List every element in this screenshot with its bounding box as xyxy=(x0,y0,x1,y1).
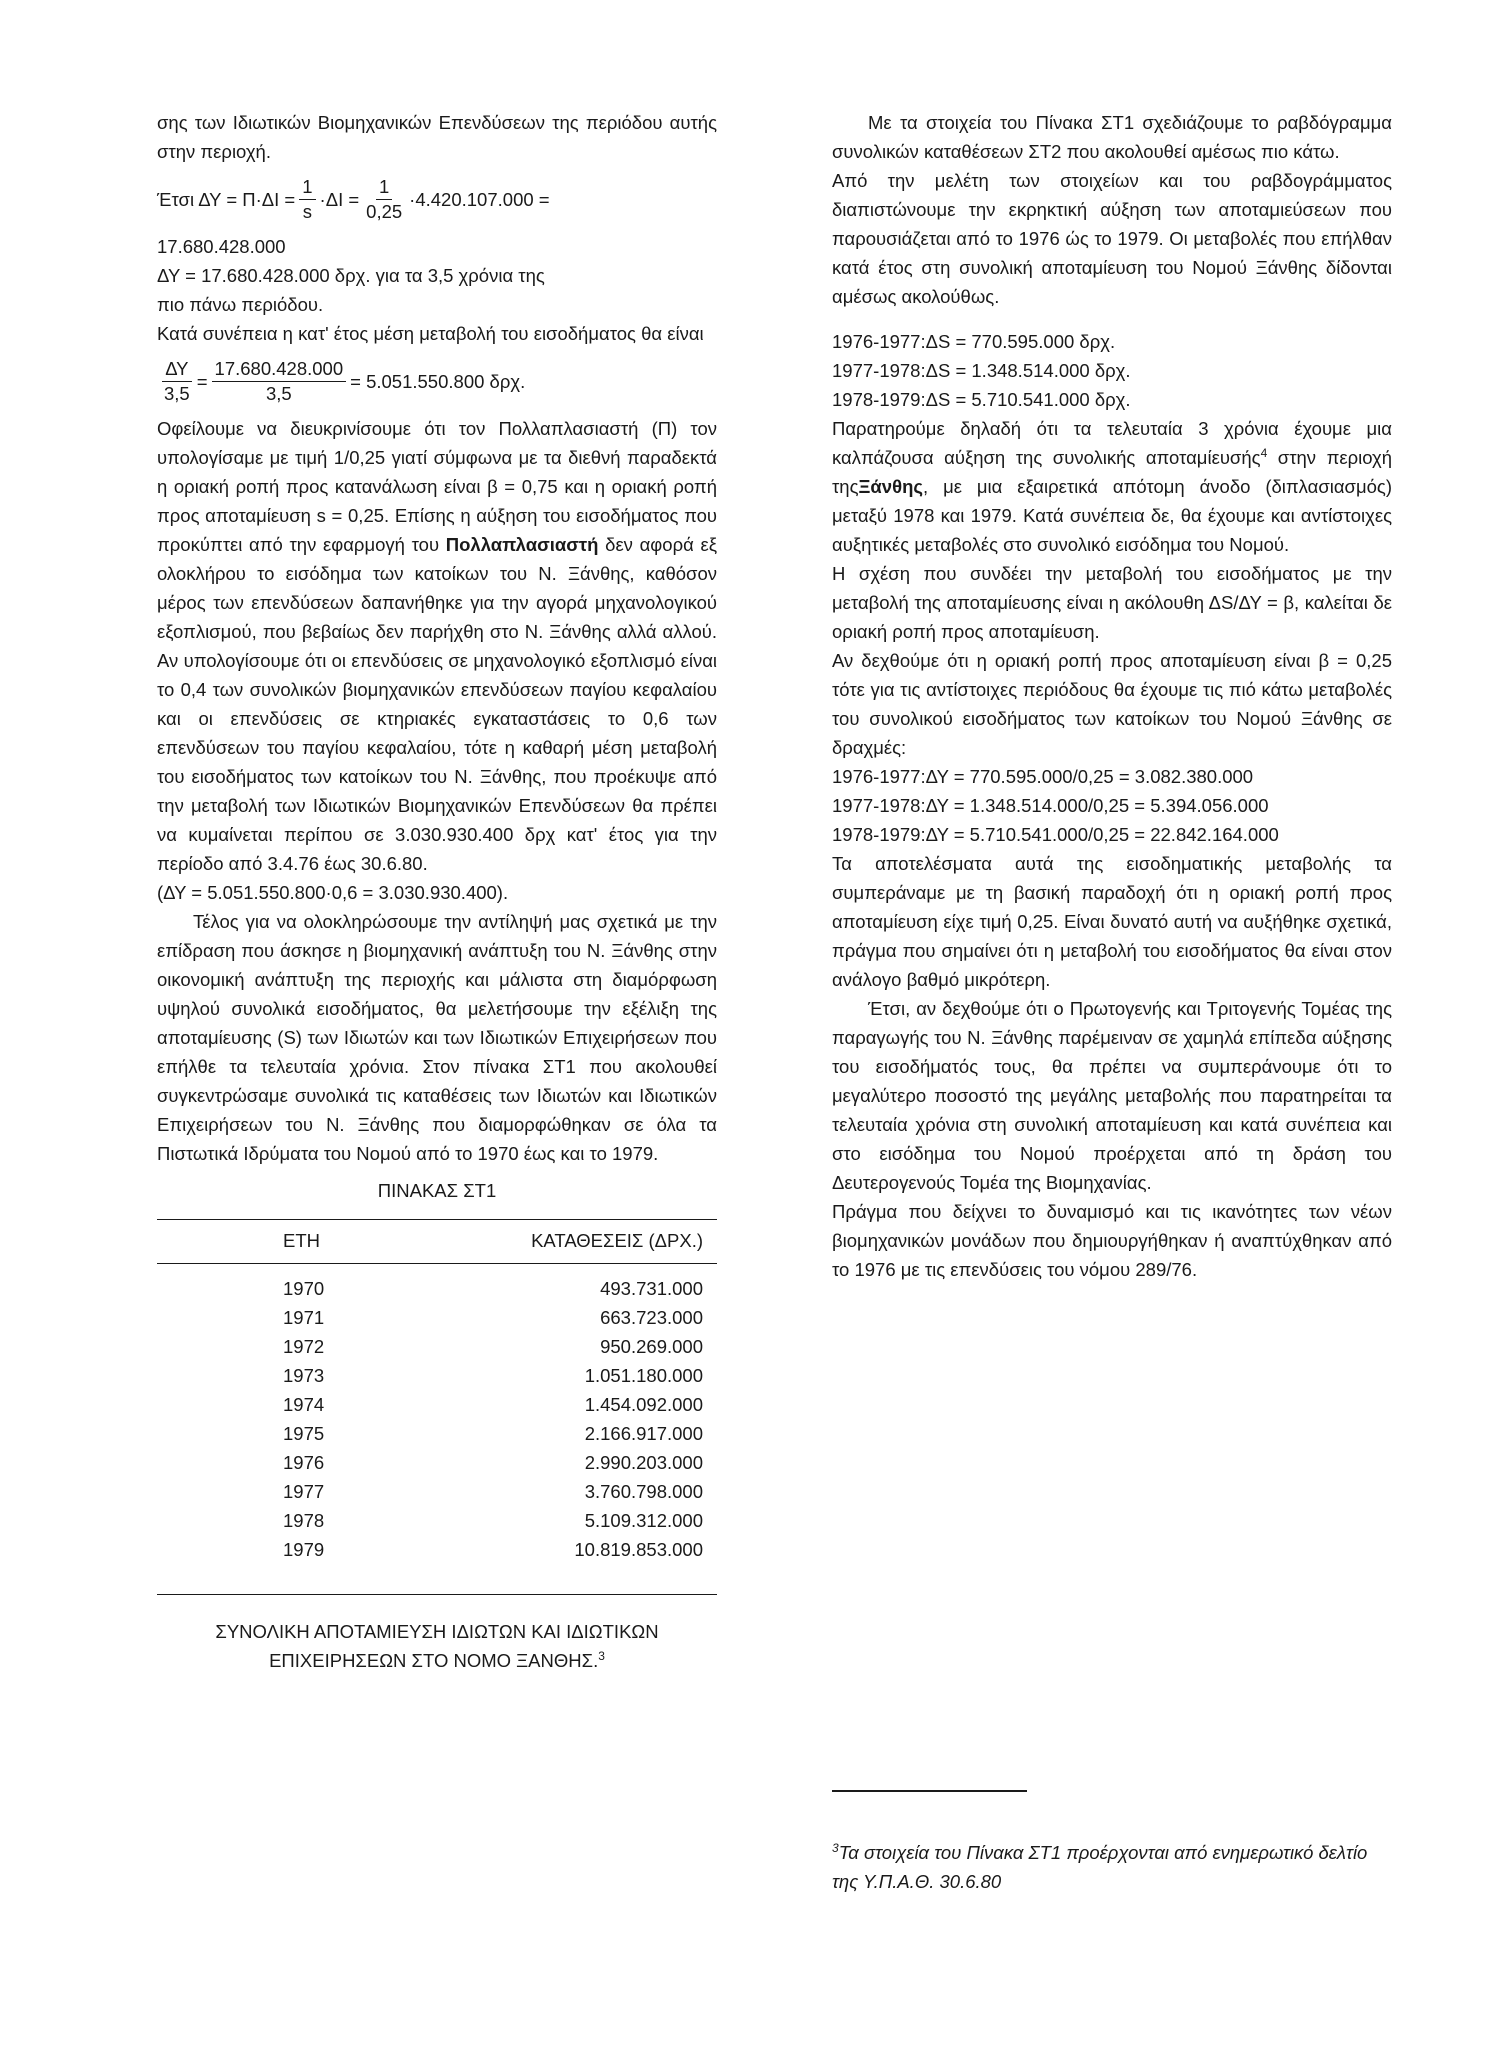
delta-y-1978-1979: 1978-1979:ΔΥ = 5.710.541.000/0,25 = 22.842.164.000 xyxy=(832,824,1279,845)
paragraph-multiplier-explanation xyxy=(157,414,717,878)
delta-y-1977-1978: 1977-1978:ΔΥ = 1.348.514.000/0,25 = 5.394.056.000 xyxy=(832,795,1269,816)
eq2-fraction-2 xyxy=(212,357,347,406)
eq1-frac1-den: s xyxy=(302,200,313,222)
paragraph-calc: (ΔΥ = 5.051.550.800·0,6 = 3.030.930.400). xyxy=(157,882,509,903)
table-row: 1973 1.051.180.000 xyxy=(283,1365,703,1386)
eq2-frac1-den: 3,5 xyxy=(164,382,190,404)
table-header-year: ΕΤΗ xyxy=(157,1220,409,1264)
eq2-result: = 5.051.550.800 δρχ. xyxy=(350,370,526,392)
paragraph-dy-line2: πιο πάνω περιόδου. xyxy=(157,294,324,315)
caption-line-1: ΣΥΝΟΛΙΚΗ ΑΠΟΤΑΜΙΕΥΣΗ ΙΔΙΩΤΩΝ ΚΑΙ ΙΔΙΩΤΙΚΩΝ xyxy=(215,1621,659,1642)
delta-s-1976-1977: 1976-1977:ΔS = 770.595.000 δρχ. xyxy=(832,331,1116,352)
eq1-suffix: ·4.420.107.000 = xyxy=(409,188,550,210)
footnote-rule xyxy=(832,1790,1027,1792)
eq2-fraction-1 xyxy=(161,357,193,406)
table-row: 1976 2.990.203.000 xyxy=(283,1452,703,1473)
table-title: ΠΙΝΑΚΑΣ ΣΤ1 xyxy=(377,1180,497,1201)
eq2-frac2-den: 3,5 xyxy=(265,382,292,404)
left-column xyxy=(157,108,717,1675)
paragraph-savings-intro: Τέλος για να ολοκληρώσουμε την αντίληψή μας σχετικά με την επίδραση που άσκησε η βιομηχανική ανάπτυξη του Ν. Ξάνθης στην οικονομική ανάπτυξη της περιοχής και μάλιστα στη διαμόρφωση υψηλού συνολικά εισοδήματος, θα μελετήσουμε την εξέλιξη της αποταμίευσης (S) των Ιδιωτών και των Ιδιωτικών Επιχειρήσεων που επήλθε τα τελευταία χρόνια. Στον πίνακα ΣΤ1 που ακολουθεί συγκεντρώσαμε συνολικά τις καταθέσεις των Ιδιωτών και Ιδιωτικών Επιχειρήσεων του Ν. Ξάνθης που διαμορφώθηκαν σε όλα τα Πιστωτικά Ιδρύματα του Νομού από το 1970 έως και το 1979. xyxy=(157,911,717,1164)
table-row: 1972 950.269.000 xyxy=(283,1336,703,1357)
delta-y-1976-1977: 1976-1977:ΔΥ = 770.595.000/0,25 = 3.082.380.000 xyxy=(832,766,1254,787)
table-row: 1971 663.723.000 xyxy=(283,1307,703,1328)
paragraph-galloping-growth: Παρατηρούμε δηλαδή ότι τα τελευταία 3 χρόνια έχουμε μια καλπάζουσα αύξηση της συνολικής αποταμίευσής$^4$ στην περιοχή τηςΞάνθης, με μια εξαιρετικά απότομη άνοδο (διπλασιασμός) μεταξύ 1978 και 1979. Κατά συνέπεια δε, θα έχουμε και αντίστοιχες αυξητικές μεταβολές στο συνολικό εισόδημα του Νομού. xyxy=(832,418,1393,555)
table-row: 1977 3.760.798.000 xyxy=(283,1481,703,1502)
eq2-equals: = xyxy=(196,370,208,392)
eq1-frac1-num: 1 xyxy=(299,175,315,200)
eq1-prefix: Έτσι ΔΥ = Π·ΔΙ = xyxy=(157,188,296,210)
eq1-fraction-2 xyxy=(363,175,405,224)
footnote-mark-4: 4 xyxy=(1260,445,1268,460)
table-caption xyxy=(157,1617,717,1675)
footnote-text: Τα στοιχεία του Πίνακα ΣΤ1 προέρχονται από ενημερωτικό δελτίο της Υ.Π.Α.Θ. 30.6.80 xyxy=(832,1842,1368,1892)
p4-bold-term: Πολλαπλασιαστή xyxy=(445,534,599,555)
paragraph-dy-line1: ΔΥ = 17.680.428.000 δρχ. για τα 3,5 χρόνια της xyxy=(157,265,545,286)
eq1-frac2-num: 1 xyxy=(376,175,392,200)
delta-s-1977-1978: 1977-1978:ΔS = 1.348.514.000 δρχ. xyxy=(832,360,1131,381)
footnote-number: 3 xyxy=(832,1840,839,1855)
table-row: 1970 493.731.000 xyxy=(283,1278,703,1299)
caption-footnote-mark: 3 xyxy=(598,1648,605,1663)
table-row: 1979 10.819.853.000 xyxy=(283,1539,703,1560)
p4-text-b: δεν αφορά εξ ολοκλήρου το εισόδημα των κατοίκων του Ν. Ξάνθης, καθόσον μέρος των επενδύσεων δαπανήθηκε για την αγορά μηχανολογικού εξοπλισμού, που βεβαίως δεν παρήχθη στο Ν. Ξάνθης αλλά αλλού. Αν υπολογίσουμε ότι οι επενδύσεις σε μηχανολογικό εξοπλισμό είναι το 0,4 των συνολικών βιομηχανικών επενδύσεων παγίου κεφαλαίου και οι επενδύσεις σε κτηριακές εγκαταστάσεις το 0,6 των επενδύσεων του παγίου κεφαλαίου, τότε η καθαρή μέση μεταβολή του εισοδήματος των κατοίκων του Ν. Ξάνθης, που προέκυψε από την μεταβολή των Ιδιωτικών Βιομηχανικών Επενδύσεων θα πρέπει να κυμαίνεται περίπου σε 3.030.930.400 δρχ κατ' έτος για την περίοδο από 3.4.76 έως 30.6.80. xyxy=(157,534,718,874)
eq1-frac2-den: 0,25 xyxy=(366,200,403,222)
table-header-deposits: ΚΑΤΑΘΕΣΕΙΣ (ΔΡΧ.) xyxy=(409,1220,717,1264)
caption-line-2: ΕΠΙΧΕΙΡΗΣΕΩΝ ΣΤΟ ΝΟΜΟ ΞΑΝΘΗΣ.$^3$ xyxy=(269,1648,605,1671)
footnote xyxy=(832,1838,1392,1896)
paragraph-consequence: Κατά συνέπεια η κατ' έτος μέση μεταβολή του εισοδήματος θα είναι xyxy=(157,323,704,344)
p4-text-a: Οφείλουμε να διευκρινίσουμε ότι τον Πολλαπλασιαστή (Π) τον υπολογίσαμε με τιμή 1/0,25 γιατί σύμφωνα με τα διεθνή παραδεκτά η οριακή ροπή προς κατανάλωση είναι β = 0,75 και η οριακή ροπή προς αποταμίευση s = 0,25. Επίσης η αύξηση του εισοδήματος που προκύπτει από την εφαρμογή του xyxy=(157,418,717,555)
table-row: 1975 2.166.917.000 xyxy=(283,1423,703,1444)
table-separator xyxy=(157,1264,717,1275)
table-row: 1974 1.454.092.000 xyxy=(283,1394,703,1415)
eq1-mid: ·ΔΙ = xyxy=(319,188,360,210)
table-header-row xyxy=(157,1220,717,1264)
paragraph-savings-growth: Από την μελέτη των στοιχείων και του ραβδογράμματος διαπιστώνουμε την εκρηκτική αύξηση των αποταμιεύσεων που παρουσιάζεται από το 1976 ώς το 1979. Οι μεταβολές που επήλθαν κατά έτος στη συνολική αποταμίευση του Νομού Ξάνθης δίδονται αμέσως ακολούθως. xyxy=(832,170,1392,307)
eq1-result: 17.680.428.000 xyxy=(157,236,286,257)
eq1-fraction-1 xyxy=(299,175,315,224)
paragraph-sectors: Έτσι, αν δεχθούμε ότι ο Πρωτογενής και Τριτογενής Τομέας της παραγωγής του Ν. Ξάνθης παρέμειναν σε χαμηλά επίπεδα αύξησης του εισοδήματός τους, θα πρέπει να συμπεράνουμε ότι το μεγαλύτερο ποσοστό της μεγάλης μεταβολής που παρατηρείται τα τελευταία χρόνια στη συνολική αποταμίευση και κατά συνέπεια και στο εισόδημα του Νομού προέρχεται από τη δράση του Δευτερογενούς Τομέα της Βιομηχανίας. xyxy=(832,998,1392,1193)
paragraph-relation: Η σχέση που συνδέει την μεταβολή του εισοδήματος με την μεταβολή της αποταμίευσης είναι η ακόλουθη ΔS/ΔΥ = β, καλείται δε οριακή ροπή προς αποταμίευση. xyxy=(832,563,1392,642)
eq2-frac1-num: ΔΥ xyxy=(162,357,191,382)
paragraph-dynamism: Πράγμα που δείχνει το δυναμισμό και τις ικανότητες των νέων βιομηχανικών μονάδων που δημιουργήθηκαν ή αναπτύχθηκαν από το 1976 με τις επενδύσεις του νόμου 289/76. xyxy=(832,1201,1392,1280)
right-column xyxy=(832,108,1392,1284)
table-row: 1978 5.109.312.000 xyxy=(283,1510,703,1531)
bold-xanthi: Ξάνθης xyxy=(858,476,924,497)
paragraph-chart-ref: Με τα στοιχεία του Πίνακα ΣΤ1 σχεδιάζουμε το ραβδόγραμμα συνολικών καταθέσεων ΣΤ2 που ακολουθεί αμέσως πιο κάτω. xyxy=(832,112,1392,162)
table-bottom-rule xyxy=(157,1564,717,1595)
equation-annual-change xyxy=(157,348,717,414)
deposits-table xyxy=(157,1219,717,1595)
paragraph-intro: σης των Ιδιωτικών Βιομηχανικών Επενδύσεων της περιόδου αυτής στην περιοχή. xyxy=(157,112,717,162)
eq2-frac2-num: 17.680.428.000 xyxy=(212,357,347,382)
paragraph-results: Τα αποτελέσματα αυτά της εισοδηματικής μεταβολής τα συμπεράναμε με τη βασική παραδοχή ότι η οριακή ροπή προς αποταμίευση είχε τιμή 0,25. Είναι δυνατό αυτή να αυξήθηκε σχετικά, πράγμα που σημαίνει ότι η μεταβολή του εισοδήματος θα είναι στον ανάλογο βαθμό μικρότερη. xyxy=(832,853,1392,990)
delta-s-1978-1979: 1978-1979:ΔS = 5.710.541.000 δρχ. xyxy=(832,389,1131,410)
equation-multiplier xyxy=(157,166,717,232)
paragraph-assumption: Αν δεχθούμε ότι η οριακή ροπή προς αποταμίευση είναι β = 0,25 τότε για τις αντίστοιχες περιόδους θα έχουμε τις πιό κάτω μεταβολές του συνολικού εισοδήματος των κατοίκων του Νομού Ξάνθης σε δραχμές: xyxy=(832,650,1392,758)
